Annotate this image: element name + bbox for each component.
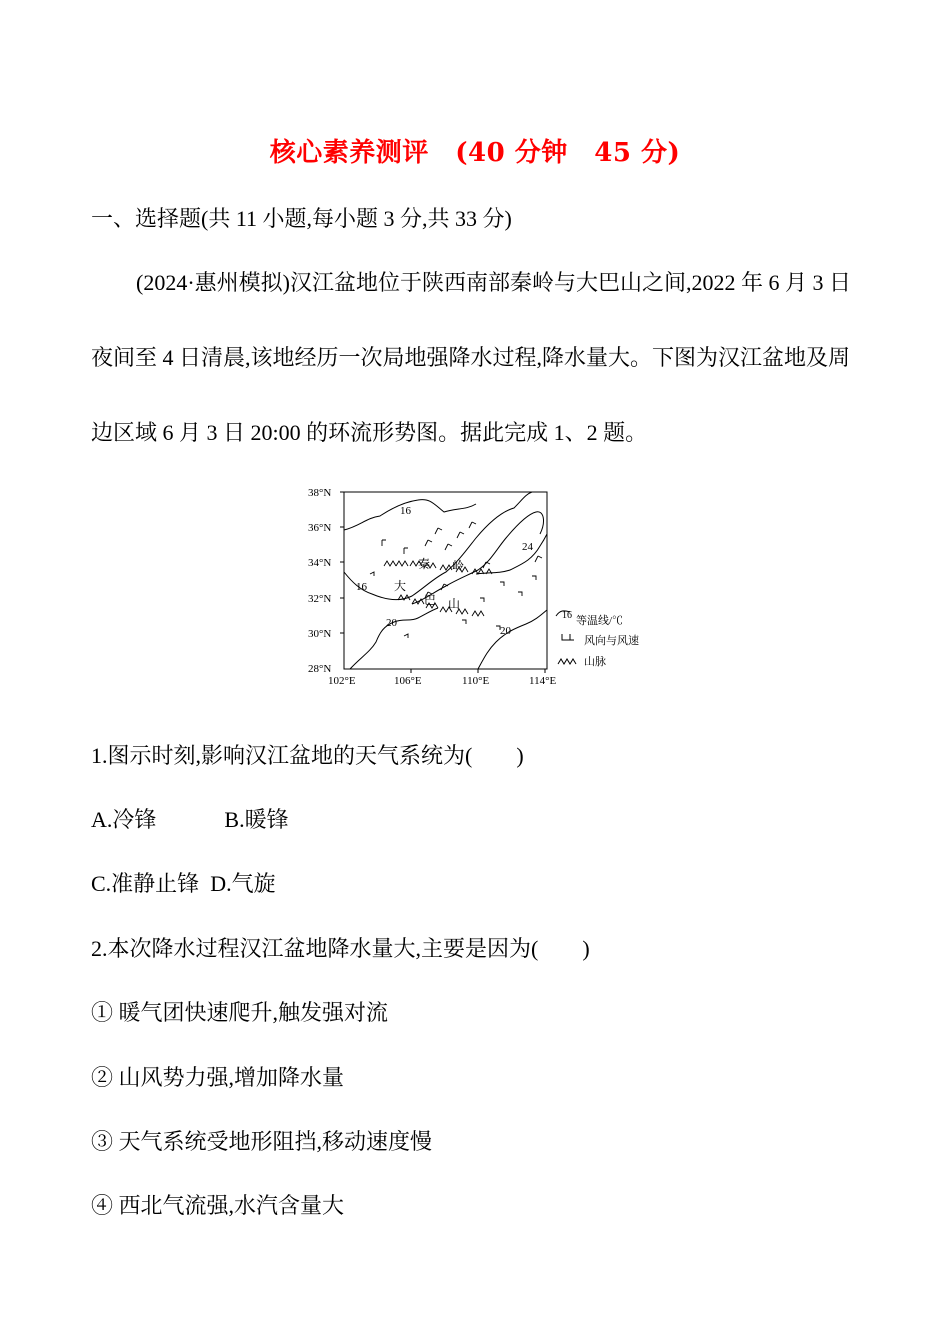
wind-barb <box>404 548 408 554</box>
isotherm-20-main <box>412 512 543 604</box>
lat-label: 28°N <box>308 663 332 675</box>
q1-option-b[interactable]: B.暖锋 <box>224 807 289 832</box>
q2-item-1[interactable]: ① 暖气团快速爬升,触发强对流 <box>91 1000 389 1025</box>
legend-mountain: 山脉 <box>584 656 606 668</box>
q1-options-row-2 <box>91 869 276 899</box>
isotherm-label: 20 <box>386 617 397 629</box>
q2-item-4[interactable]: ④ 西北气流强,水汽含量大 <box>91 1193 345 1218</box>
q1-option-d[interactable]: D.气旋 <box>210 871 276 896</box>
wind-barb <box>425 540 432 546</box>
isotherm-label: 20 <box>500 625 511 637</box>
lon-label: 114°E <box>529 675 557 687</box>
longitude-axis <box>328 669 556 687</box>
wind-barb <box>382 540 386 546</box>
isotherm-20-east <box>478 610 547 669</box>
isotherm-label: 16 <box>356 581 367 593</box>
map-legend <box>556 610 639 668</box>
place-label-ling: 岭 <box>452 559 465 573</box>
passage-line-1: (2024·惠州模拟)汉江盆地位于陕西南部秦岭与大巴山之间,2022 年 6 月 3 日 <box>136 270 851 295</box>
wind-barb <box>404 634 408 638</box>
wind-barb <box>457 532 464 538</box>
wind-barb <box>532 576 536 580</box>
place-label-da: 大 <box>394 579 407 593</box>
lat-label: 36°N <box>308 522 332 534</box>
lat-label: 32°N <box>308 593 332 605</box>
wind-barb <box>469 522 476 528</box>
wind-barb <box>480 598 484 602</box>
legend-isotherm-sample: 16 <box>562 610 572 621</box>
isotherm-label: 24 <box>522 541 533 553</box>
legend-wind-symbol <box>562 634 574 640</box>
wind-barb <box>445 544 452 550</box>
q2-stem: 2.本次降水过程汉江盆地降水量大,主要是因为( ) <box>91 936 590 961</box>
legend-mountain-symbol <box>558 659 576 664</box>
wind-barb <box>518 592 522 596</box>
lat-label: 34°N <box>308 557 332 569</box>
wind-barb <box>535 556 542 562</box>
page-title: 核心素养测评 (40 分钟 45 分) <box>269 138 681 168</box>
wind-barb <box>370 572 374 576</box>
q2-item-2[interactable]: ② 山风势力强,增加降水量 <box>91 1065 345 1090</box>
passage-line-3: 边区域 6 月 3 日 20:00 的环流形势图。据此完成 1、2 题。 <box>91 420 648 445</box>
passage-line-2: 夜间至 4 日清晨,该地经历一次局地强降水过程,降水量大。下图为汉江盆地及周 <box>91 345 851 370</box>
map-frame <box>344 492 547 669</box>
mountain-range-daba <box>398 595 484 616</box>
wind-barb <box>500 582 504 586</box>
q1-options-row-1 <box>91 805 289 835</box>
q1-stem: 1.图示时刻,影响汉江盆地的天气系统为( ) <box>91 743 524 768</box>
lat-label: 30°N <box>308 628 332 640</box>
q1-option-a[interactable]: A.冷锋 <box>91 807 157 832</box>
place-label-qin: 秦 <box>418 557 431 571</box>
lon-label: 110°E <box>462 675 490 687</box>
legend-wind: 风向与风速 <box>584 635 639 647</box>
place-label-ba: 巴 <box>424 593 437 607</box>
place-label-shan: 山 <box>448 597 461 611</box>
lat-label: 38°N <box>308 487 332 499</box>
isotherm-24 <box>476 534 547 574</box>
wind-barb <box>462 620 466 624</box>
wind-barb <box>435 528 442 534</box>
legend-isotherm: 等温线/℃ <box>576 615 624 627</box>
latitude-axis <box>308 487 344 675</box>
q1-option-c[interactable]: C.准静止锋 <box>91 871 200 896</box>
lon-label: 102°E <box>328 675 356 687</box>
isotherm-label: 16 <box>400 505 411 517</box>
circulation-map <box>300 482 650 692</box>
mountain-range-qinling <box>384 561 492 574</box>
lon-label: 106°E <box>394 675 422 687</box>
q2-item-3[interactable]: ③ 天气系统受地形阻挡,移动速度慢 <box>91 1129 433 1154</box>
section-heading: 一、选择题(共 11 小题,每小题 3 分,共 33 分) <box>91 206 512 231</box>
